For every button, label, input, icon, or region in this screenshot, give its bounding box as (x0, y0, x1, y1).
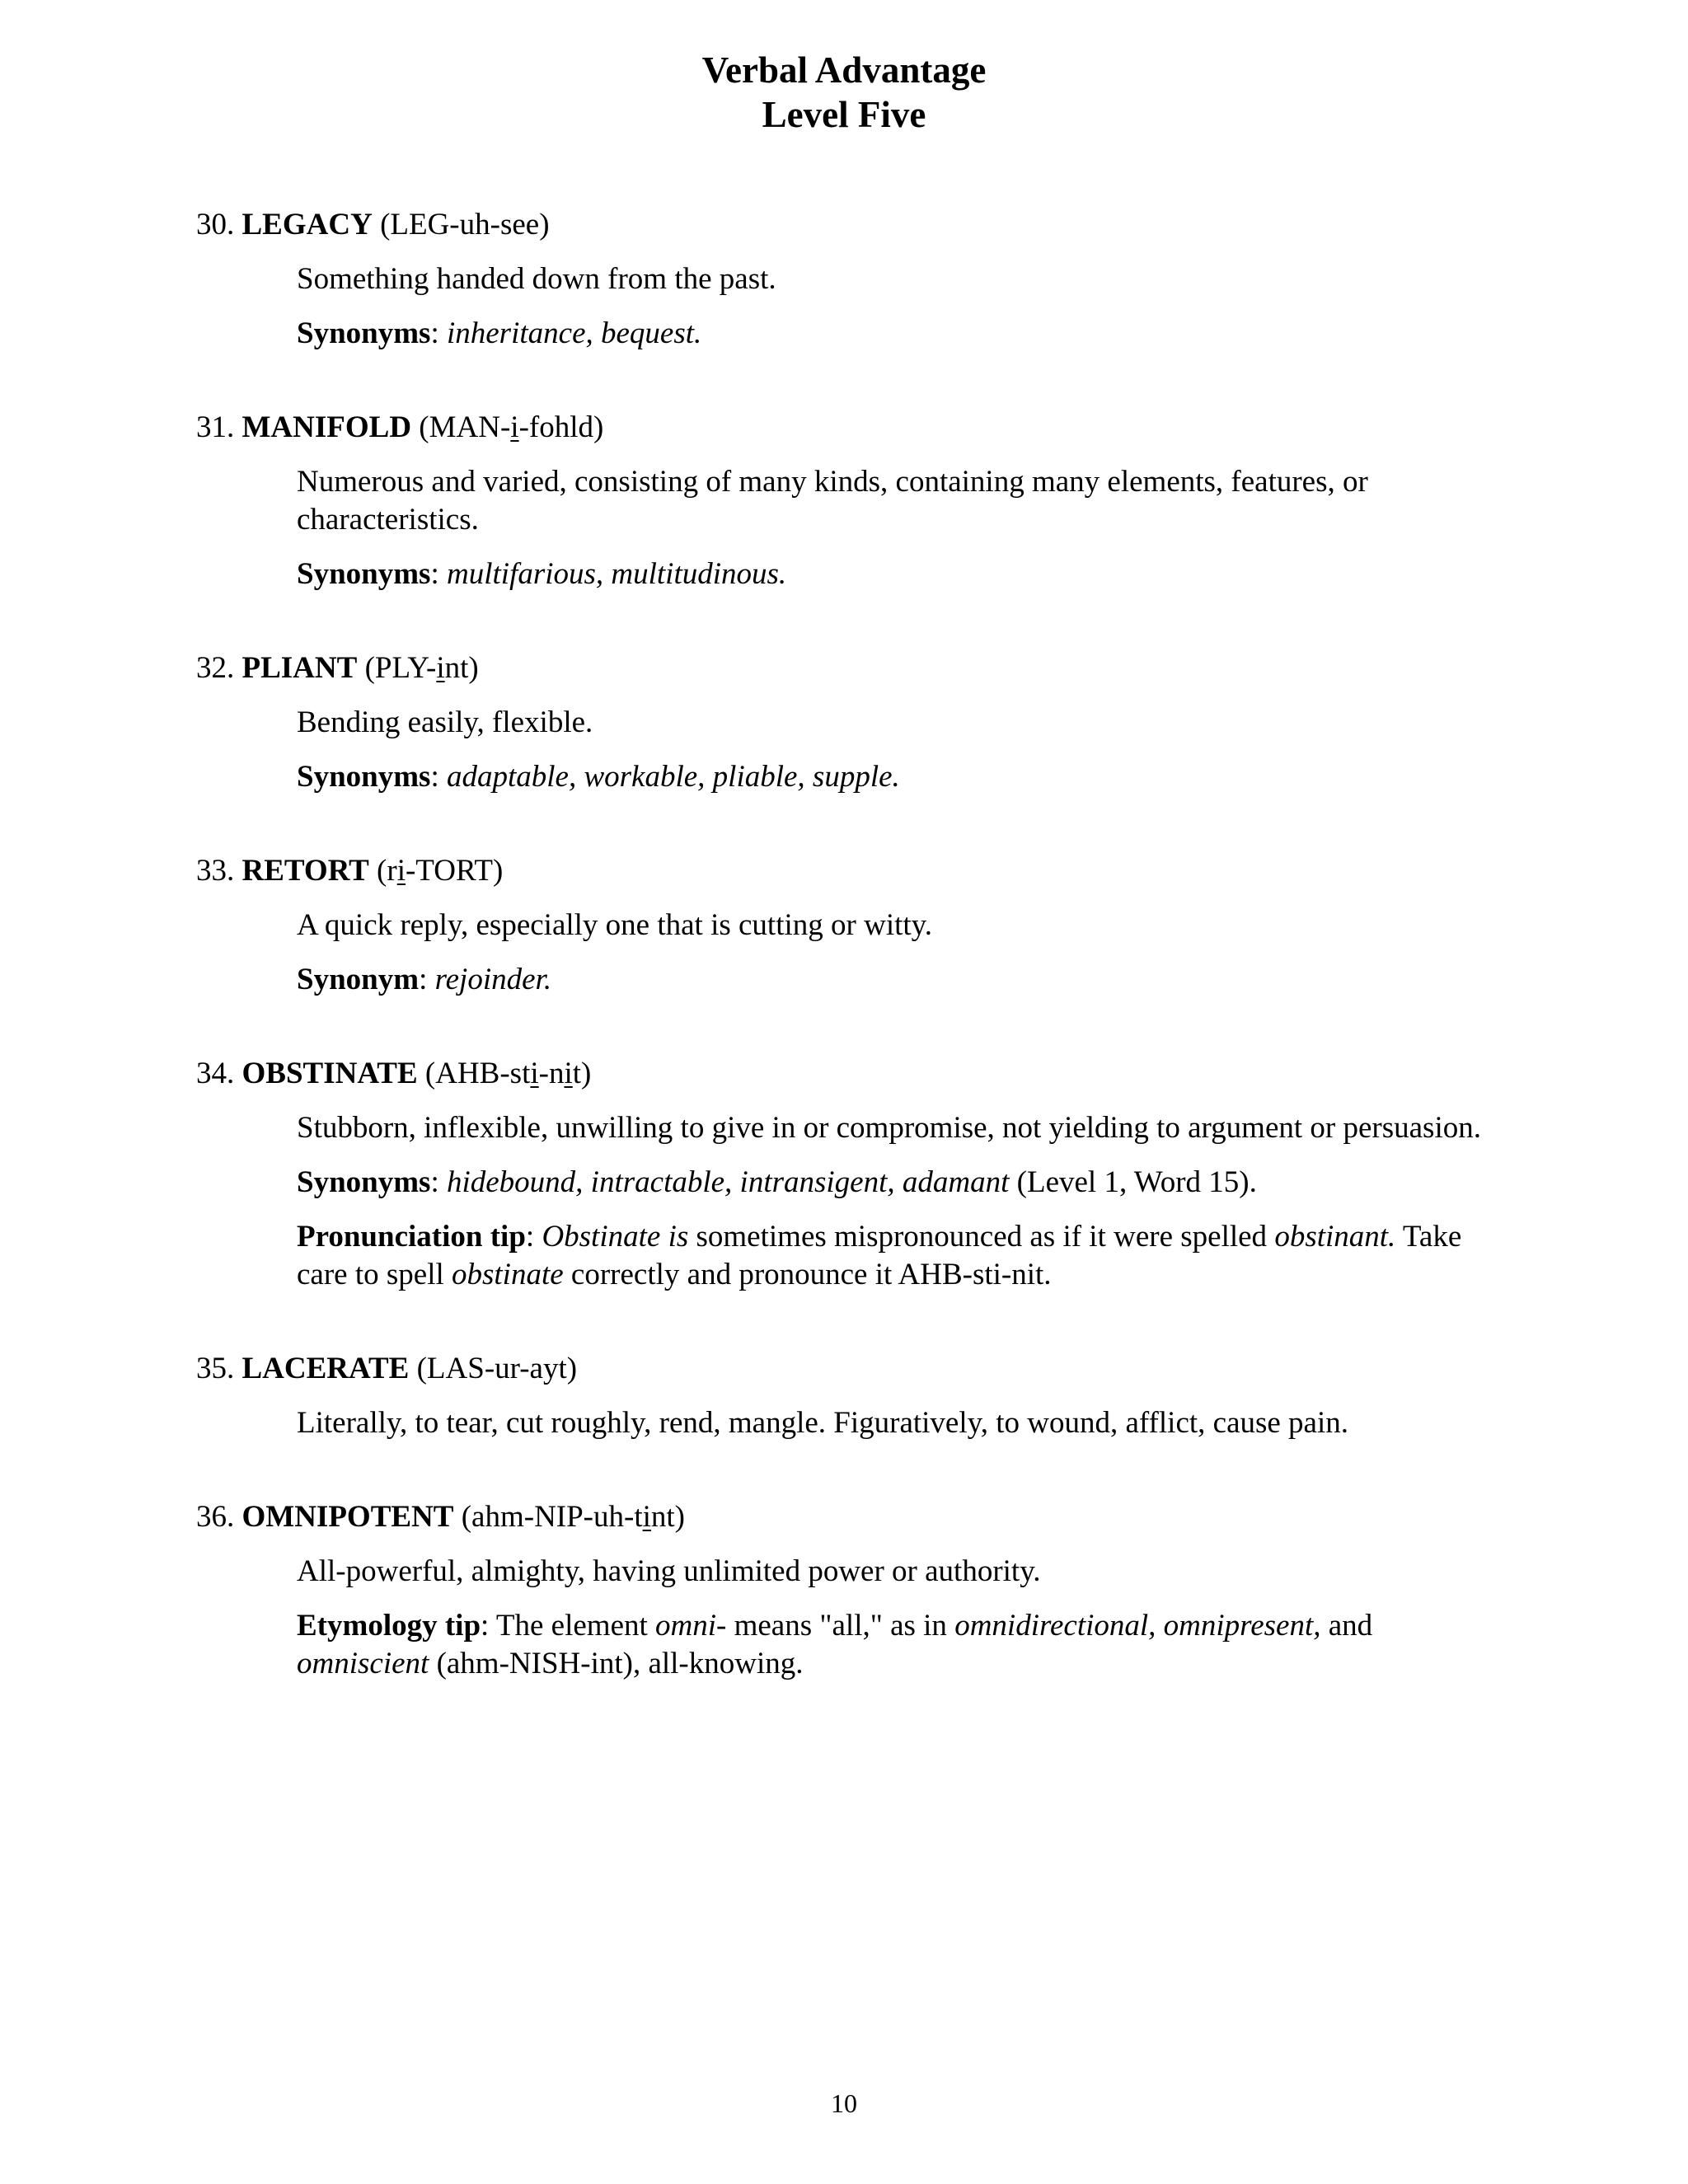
note-text: : (419, 963, 435, 996)
vocabulary-entry (196, 1350, 1482, 1442)
note-italic-text: Obstinate is (542, 1220, 689, 1254)
entry-definition (297, 1109, 1482, 1147)
note-label: Synonym (297, 963, 420, 996)
definition-text: Something handed down from the past. (297, 262, 776, 296)
note-text: : (430, 557, 447, 591)
entry-pronunciation (462, 1500, 685, 1534)
note-italic-text: obstinant. (1274, 1220, 1396, 1254)
entry-number: 30. (196, 208, 235, 241)
definition-text: Bending easily, flexible. (297, 705, 593, 739)
definition-text: A quick reply, especially one that is cutting or witty. (297, 908, 933, 942)
entry-pronunciation (419, 410, 603, 444)
entry-pronunciation (377, 854, 503, 888)
vocabulary-entry (196, 1498, 1482, 1683)
note-italic-text: multifarious, multitudinous. (446, 557, 787, 591)
page-header (0, 48, 1688, 137)
note-text: (ahm-NISH-int), all-knowing. (429, 1647, 804, 1680)
pronunciation-underlined-segment: i (510, 410, 519, 444)
pronunciation-segment: -fohld) (518, 410, 604, 444)
pronunciation-segment: -TORT) (405, 854, 504, 888)
vocabulary-entry (196, 852, 1482, 999)
entry-number: 35. (196, 1352, 235, 1385)
entry-heading (196, 1350, 1482, 1388)
entry-heading (196, 852, 1482, 890)
note-text: sometimes mispronounced as if it were spelled (688, 1220, 1275, 1254)
note-text: and (1320, 1609, 1373, 1643)
vocabulary-list (196, 206, 1482, 1739)
entry-definition (297, 907, 1482, 944)
entry-number: 34. (196, 1057, 235, 1090)
note-text: : (525, 1220, 542, 1254)
entry-definition (297, 1553, 1482, 1591)
definition-text: Stubborn, inflexible, unwilling to give in or compromise, not yielding to argument or persuasion. (297, 1111, 1481, 1145)
note-italic-text: omniscient (297, 1647, 429, 1680)
note-text: : (430, 760, 447, 794)
pronunciation-underlined-segment: i (396, 854, 406, 888)
note-label: Synonyms (297, 760, 431, 794)
entry-headword: MANIFOLD (241, 410, 412, 444)
entry-note (297, 1218, 1482, 1294)
pronunciation-segment: (LAS-ur-ayt) (416, 1352, 578, 1385)
note-italic-text: hidebound, intractable, intransigent, adamant (446, 1165, 1010, 1199)
note-italic-text: inheritance, bequest. (446, 316, 702, 350)
entry-note (297, 1164, 1482, 1202)
entry-pronunciation (365, 651, 479, 685)
pronunciation-segment: nt) (444, 651, 479, 685)
note-text: means "all," as in (726, 1609, 955, 1643)
note-italic-text: rejoinder. (434, 963, 552, 996)
note-label: Etymology tip (297, 1609, 481, 1643)
entry-heading (196, 1498, 1482, 1536)
entry-definition (297, 1404, 1482, 1442)
pronunciation-segment: (LEG-uh-see) (380, 208, 550, 241)
pronunciation-segment: (ahm-NIP-uh-t (461, 1500, 643, 1534)
pronunciation-underlined-segment: i (436, 651, 445, 685)
entry-pronunciation (417, 1352, 577, 1385)
vocabulary-entry (196, 409, 1482, 593)
note-italic-text: adaptable, workable, pliable, supple. (446, 760, 900, 794)
note-text: Take care to spell (297, 1220, 1462, 1291)
entry-note (297, 315, 1482, 353)
pronunciation-segment: (PLY- (364, 651, 437, 685)
entry-definition (297, 463, 1482, 539)
entry-number: 32. (196, 651, 235, 685)
note-label: Synonyms (297, 1165, 431, 1199)
pronunciation-underlined-segment: i (564, 1057, 573, 1090)
vocabulary-entry (196, 206, 1482, 353)
note-text: : (430, 1165, 447, 1199)
note-text: (Level 1, Word 15). (1009, 1165, 1257, 1199)
note-text: : (430, 316, 447, 350)
entry-number: 36. (196, 1500, 235, 1534)
note-label: Synonyms (297, 557, 431, 591)
entry-definition (297, 260, 1482, 298)
entry-headword: PLIANT (241, 651, 358, 685)
entry-headword: OBSTINATE (241, 1057, 418, 1090)
note-label: Pronunciation tip (297, 1220, 526, 1254)
entry-heading (196, 1055, 1482, 1093)
entry-pronunciation (380, 208, 549, 241)
entry-note (297, 555, 1482, 593)
entry-number: 31. (196, 410, 235, 444)
entry-headword: LACERATE (241, 1352, 410, 1385)
vocabulary-entry (196, 649, 1482, 796)
vocabulary-entry (196, 1055, 1482, 1294)
note-text: correctly and pronounce it AHB-sti-nit. (563, 1258, 1052, 1291)
document-subtitle: Level Five (762, 94, 926, 135)
note-italic-text: obstinate (452, 1258, 564, 1291)
page-number: 10 (831, 2088, 857, 2118)
pronunciation-underlined-segment: i (642, 1500, 651, 1534)
entry-pronunciation (425, 1057, 591, 1090)
pronunciation-segment: -n (538, 1057, 565, 1090)
entry-note (297, 1607, 1482, 1683)
pronunciation-underlined-segment: i (530, 1057, 539, 1090)
definition-text: Numerous and varied, consisting of many kinds, containing many elements, features, or characteristics. (297, 465, 1368, 537)
definition-text: Literally, to tear, cut roughly, rend, mangle. Figuratively, to wound, afflict, cause pain. (297, 1406, 1349, 1440)
entry-note (297, 961, 1482, 999)
note-text: : The element (481, 1609, 656, 1643)
entry-heading (196, 409, 1482, 447)
pronunciation-segment: (r (377, 854, 397, 888)
definition-text: All-powerful, almighty, having unlimited power or authority. (297, 1554, 1041, 1588)
entry-headword: OMNIPOTENT (241, 1500, 454, 1534)
entry-number: 33. (196, 854, 235, 888)
entry-headword: RETORT (241, 854, 369, 888)
entry-definition (297, 704, 1482, 742)
pronunciation-segment: nt) (650, 1500, 685, 1534)
note-italic-text: omni- (655, 1609, 727, 1643)
note-label: Synonyms (297, 316, 431, 350)
document-title: Verbal Advantage (701, 49, 987, 91)
entry-headword: LEGACY (241, 208, 373, 241)
entry-note (297, 758, 1482, 796)
entry-heading (196, 649, 1482, 687)
note-italic-text: omnidirectional, omnipresent, (954, 1609, 1321, 1643)
entry-heading (196, 206, 1482, 244)
pronunciation-segment: t) (572, 1057, 592, 1090)
pronunciation-segment: (AHB-st (424, 1057, 531, 1090)
pronunciation-segment: (MAN- (419, 410, 511, 444)
